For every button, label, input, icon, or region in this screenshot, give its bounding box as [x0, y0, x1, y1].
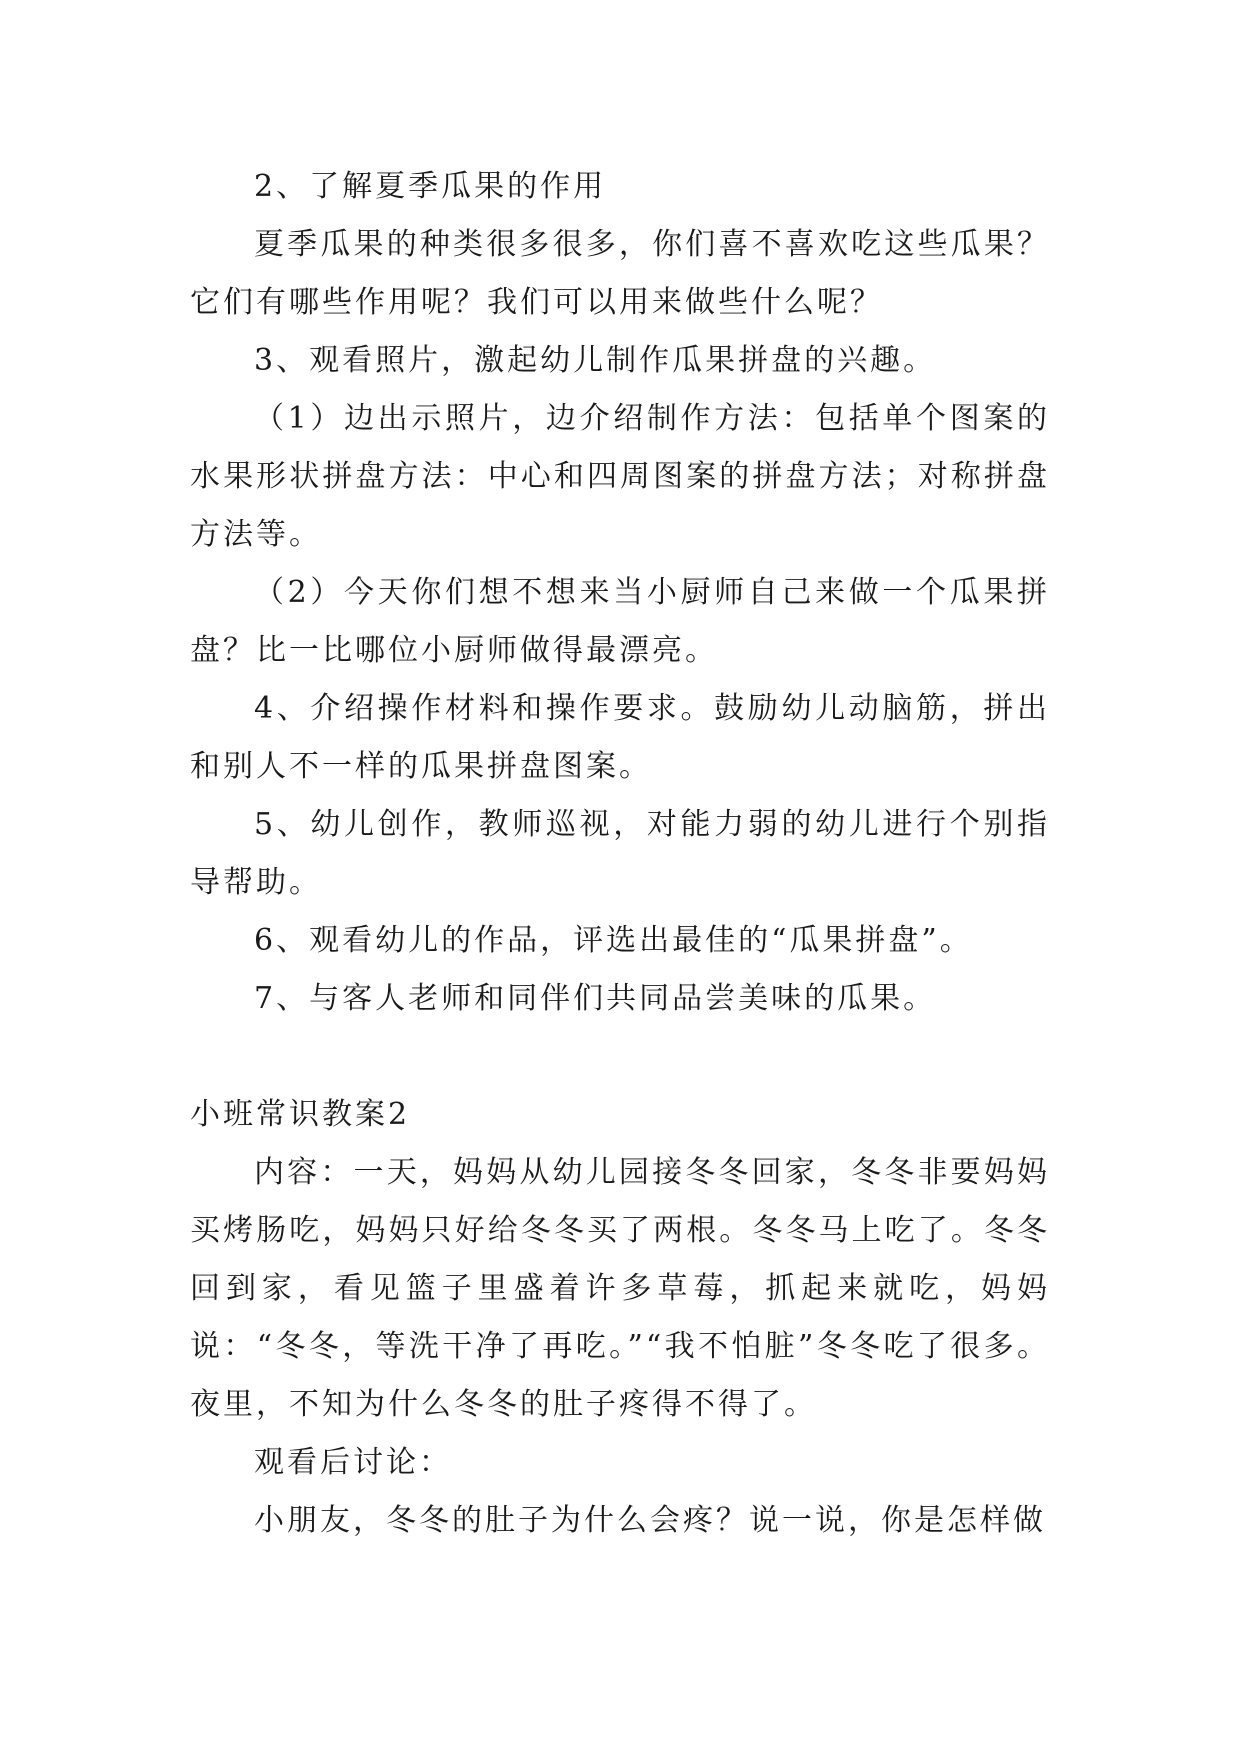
step-6-paragraph: 6、观看幼儿的作品，评选出最佳的“瓜果拼盘”。 [254, 923, 973, 958]
discussion-heading: 观看后讨论： [254, 1445, 452, 1480]
step-2-paragraph: 夏季瓜果的种类很多很多，你们喜不喜欢吃这些瓜果？它们有哪些作用呢？我们可以用来做些什么呢？ [190, 227, 1050, 320]
section-title: 小班常识教案2 [190, 1097, 411, 1132]
document-body [190, 158, 1050, 1550]
step-3-sub-1: （1）边出示照片，边介绍制作方法：包括单个图案的水果形状拼盘方法：中心和四周图案的拼盘方法；对称拼盘方法等。 [190, 401, 1050, 552]
step-5-paragraph: 5、幼儿创作，教师巡视，对能力弱的幼儿进行个别指导帮助。 [190, 807, 1050, 900]
step-2-heading: 2、了解夏季瓜果的作用 [254, 169, 607, 204]
step-3-heading: 3、观看照片，激起幼儿制作瓜果拼盘的兴趣。 [254, 343, 937, 378]
step-3-sub-2: （2）今天你们想不想来当小厨师自己来做一个瓜果拼盘？比一比哪位小厨师做得最漂亮。 [190, 575, 1050, 668]
discussion-question: 小朋友，冬冬的肚子为什么会疼？说一说，你是怎样做 [254, 1503, 1046, 1538]
section-spacer [190, 1028, 1050, 1086]
step-4-paragraph: 4、介绍操作材料和操作要求。鼓励幼儿动脑筋，拼出和别人不一样的瓜果拼盘图案。 [190, 691, 1050, 784]
step-7-paragraph: 7、与客人老师和同伴们共同品尝美味的瓜果。 [254, 981, 937, 1016]
story-paragraph: 内容：一天，妈妈从幼儿园接冬冬回家，冬冬非要妈妈买烤肠吃，妈妈只好给冬冬买了两根。冬冬马上吃了。冬冬回到家，看见篮子里盛着许多草莓，抓起来就吃，妈妈说：“冬冬，等洗干净了再吃。”“我不怕脏”冬冬吃了很多。夜里，不知为什么冬冬的肚子疼得不得了。 [190, 1155, 1050, 1422]
